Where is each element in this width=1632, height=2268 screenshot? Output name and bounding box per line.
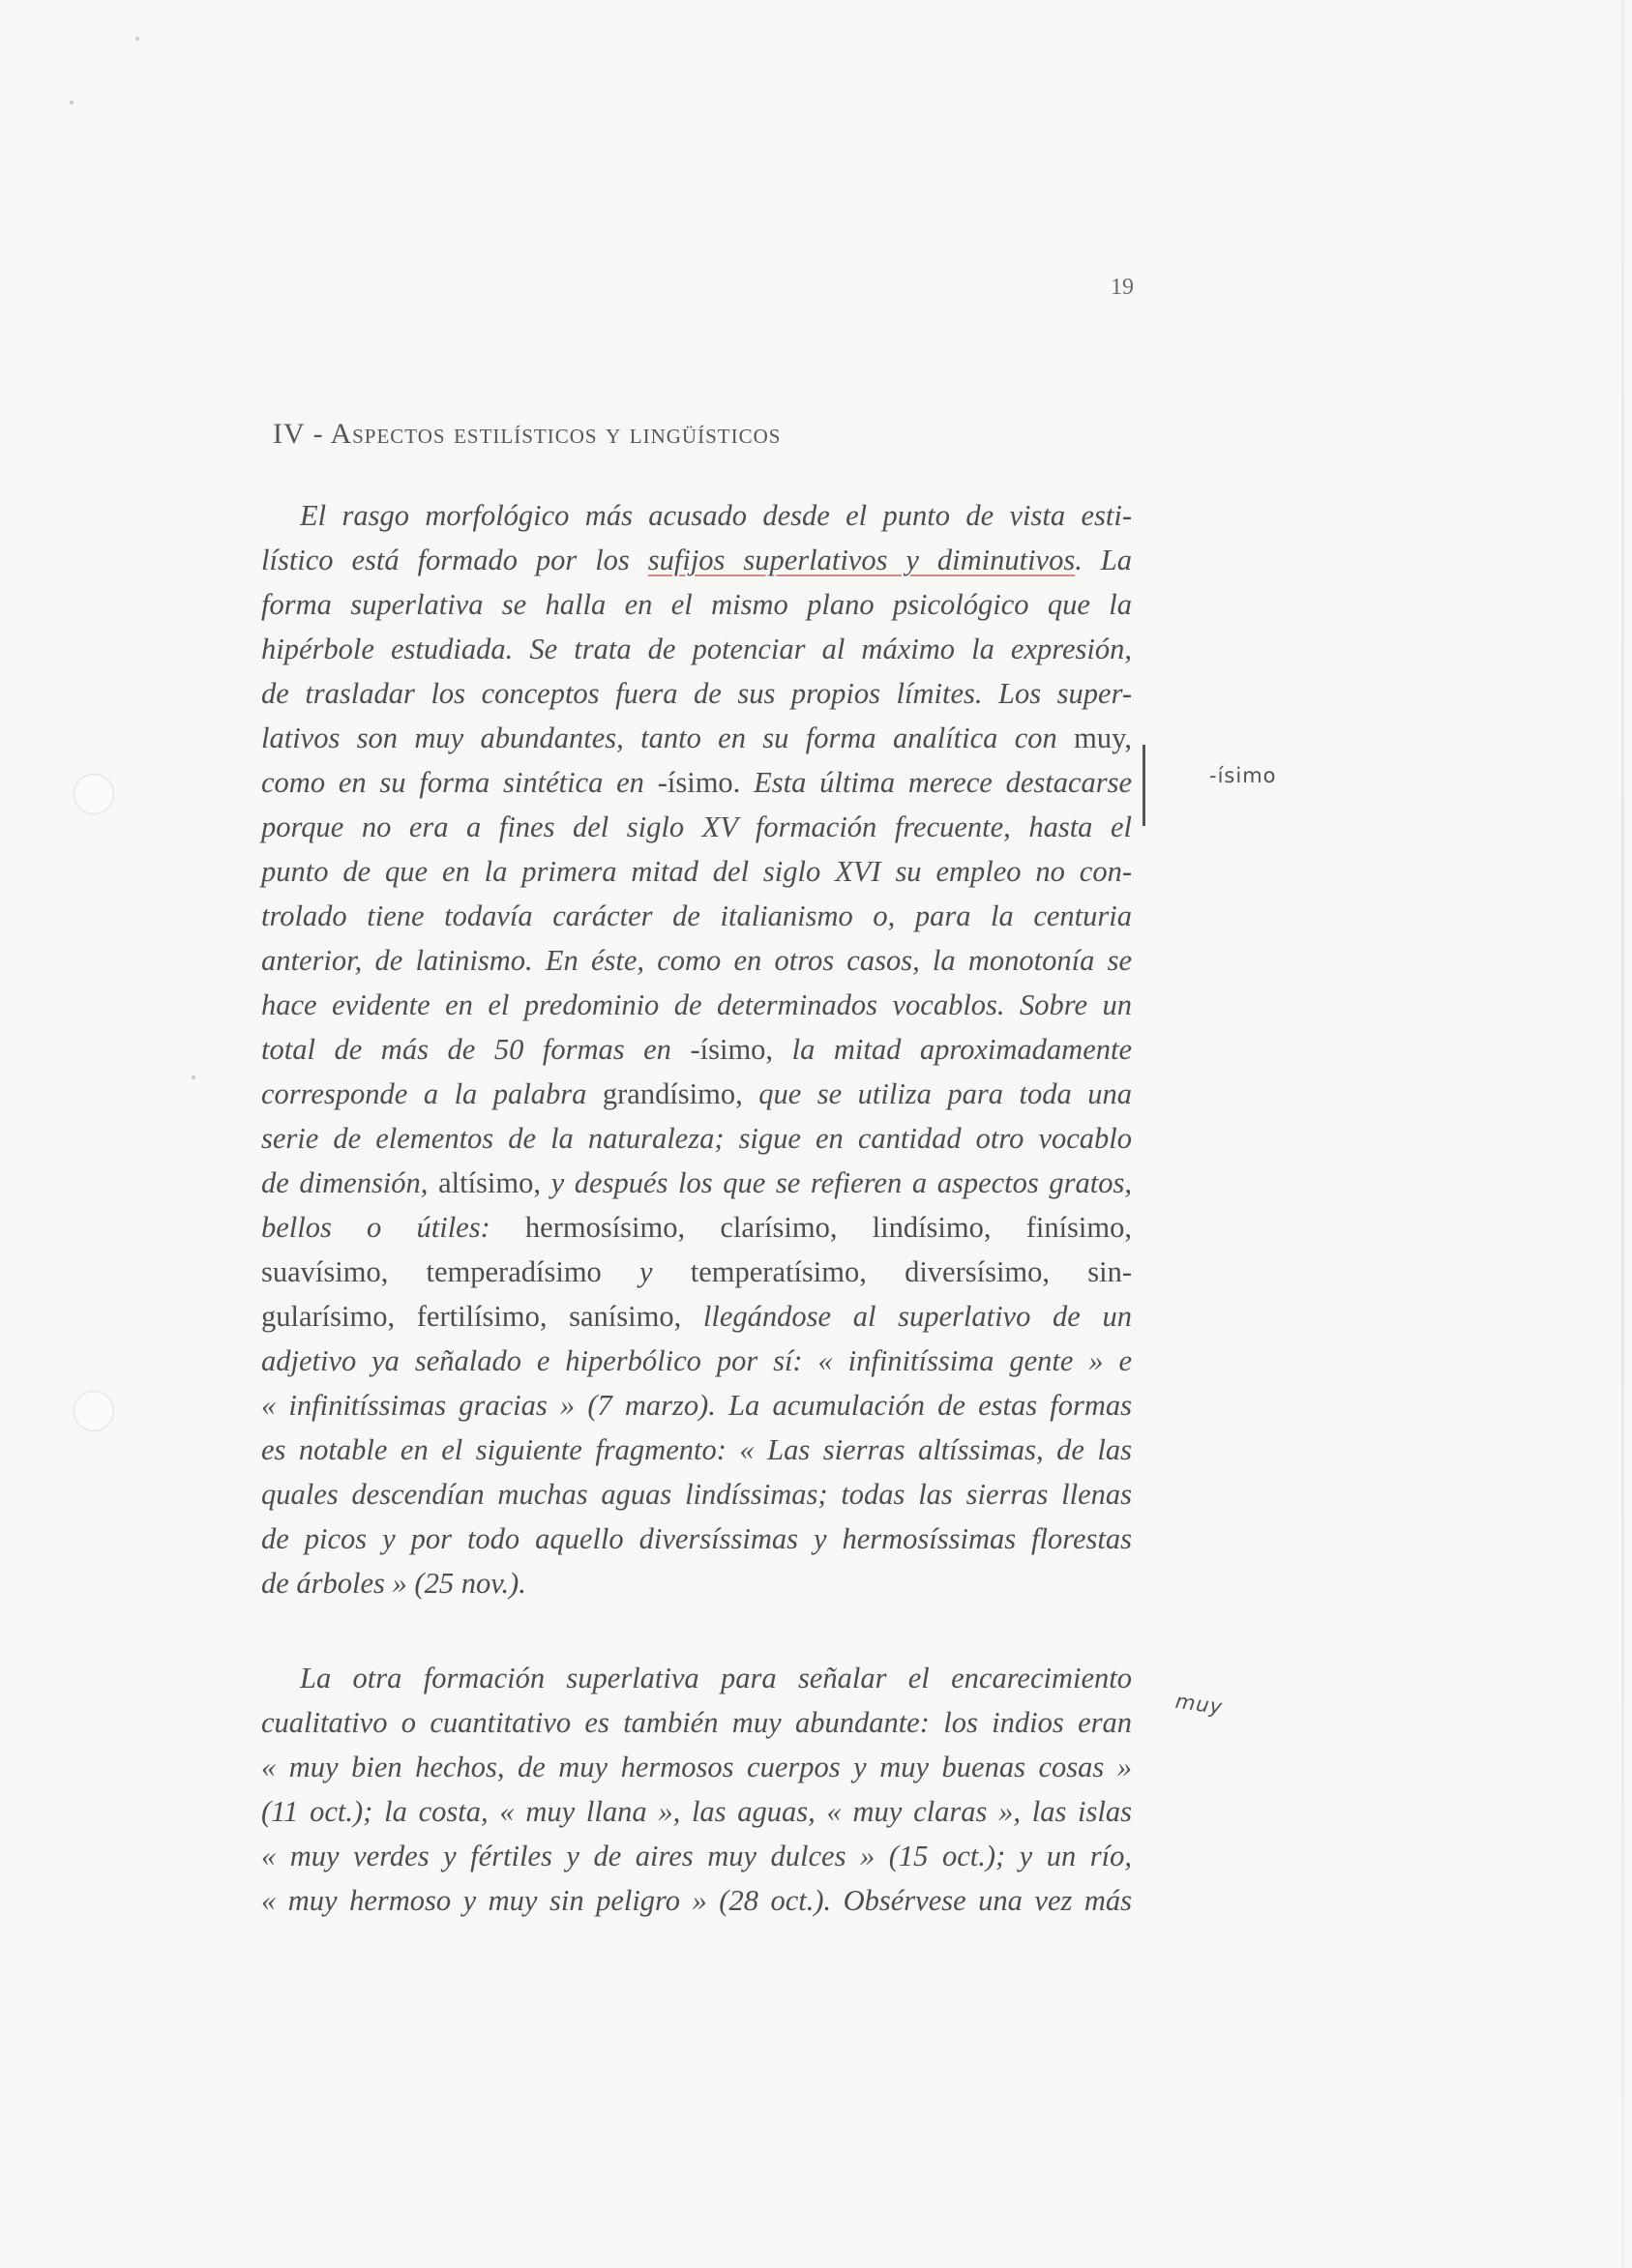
chapter-heading: IV - Aspectos estilísticos y lingüísticos	[273, 418, 782, 450]
margin-note: muy	[1173, 1689, 1225, 1720]
text-line: La otra formación superlativa para señalar el encarecimiento	[300, 1662, 1132, 1694]
text-line: (11 oct.); la costa, « muy llana », las aguas, « muy claras », las islas	[261, 1795, 1132, 1828]
text-line: « muy bien hechos, de muy hermosos cuerpos y muy buenas cosas »	[261, 1751, 1132, 1783]
text-line: serie de elementos de la naturaleza; sigue en cantidad otro vocablo	[261, 1122, 1132, 1155]
text-line: de trasladar los conceptos fuera de sus propios límites. Los super-	[261, 677, 1132, 710]
text-line: de picos y por todo aquello diversíssimas y hermosíssimas florestas	[261, 1522, 1132, 1555]
text-line: punto de que en la primera mitad del siglo XVI su empleo no con-	[261, 855, 1132, 888]
page-number: 19	[1111, 275, 1134, 300]
page-edge	[1621, 0, 1624, 2268]
text-line: de dimensión, altísimo, y después los que se refieren a aspectos gratos,	[261, 1166, 1132, 1199]
text-line: « muy hermoso y muy sin peligro » (28 oct.). Obsérvese una vez más	[261, 1884, 1132, 1917]
text-line: bellos o útiles: hermosísimo, clarísimo, lindísimo, finísimo,	[261, 1211, 1132, 1244]
speck	[135, 37, 139, 41]
text-line: de árboles » (25 nov.).	[261, 1567, 526, 1600]
text-line: hipérbole estudiada. Se trata de potenciar al máximo la expresión,	[261, 633, 1132, 665]
punch-hole	[74, 1391, 114, 1431]
text-line: hace evidente en el predominio de determinados vocablos. Sobre un	[261, 988, 1132, 1021]
text-line: lativos son muy abundantes, tanto en su forma analítica con muy,	[261, 722, 1132, 754]
text-line: El rasgo morfológico más acusado desde el punto de vista esti-	[300, 499, 1132, 532]
text-line: forma superlativa se halla en el mismo plano psicológico que la	[261, 588, 1132, 621]
text-line: adjetivo ya señalado e hiperbólico por sí: « infinitíssima gente » e	[261, 1344, 1132, 1377]
text-line: « muy verdes y fértiles y de aires muy dulces » (15 oct.); y un río,	[261, 1840, 1132, 1872]
text-line: como en su forma sintética en -ísimo. Esta última merece destacarse	[261, 766, 1133, 799]
text-line: porque no era a fines del siglo XV formación frecuente, hasta el	[261, 810, 1132, 843]
text-line: es notable en el siguiente fragmento: « Las sierras altíssimas, de las	[261, 1433, 1132, 1466]
margin-bar	[1142, 745, 1145, 826]
text-line: gularísimo, fertilísimo, sanísimo, llegándose al superlativo de un	[261, 1300, 1132, 1333]
text-line: corresponde a la palabra grandísimo, que se utiliza para toda una	[261, 1077, 1132, 1110]
text-line: anterior, de latinismo. En éste, como en otros casos, la monotonía se	[261, 944, 1132, 977]
paragraph-2	[261, 1656, 1132, 1923]
paragraph-1	[261, 493, 1132, 1605]
text-line: total de más de 50 formas en -ísimo, la mitad aproximadamente	[261, 1033, 1132, 1066]
text-line: lístico está formado por los sufijos superlativos y diminutivos. La	[261, 544, 1133, 576]
underlined-phrase: sufijos superlativos y diminutivos	[647, 544, 1076, 576]
speck	[192, 1075, 195, 1079]
text-line: « infinitíssimas gracias » (7 marzo). La acumulación de estas formas	[261, 1389, 1132, 1422]
speck	[70, 101, 74, 104]
text-line: quales descendían muchas aguas lindíssimas; todas las sierras llenas	[261, 1478, 1132, 1511]
text-line: cualitativo o cuantitativo es también muy abundante: los indios eran	[261, 1706, 1132, 1739]
text-line: suavísimo, temperadísimo y temperatísimo, diversísimo, sin-	[261, 1255, 1132, 1288]
text-line: trolado tiene todavía carácter de italianismo o, para la centuria	[261, 899, 1132, 932]
punch-hole	[74, 774, 114, 814]
margin-note: -ísimo	[1209, 764, 1277, 787]
